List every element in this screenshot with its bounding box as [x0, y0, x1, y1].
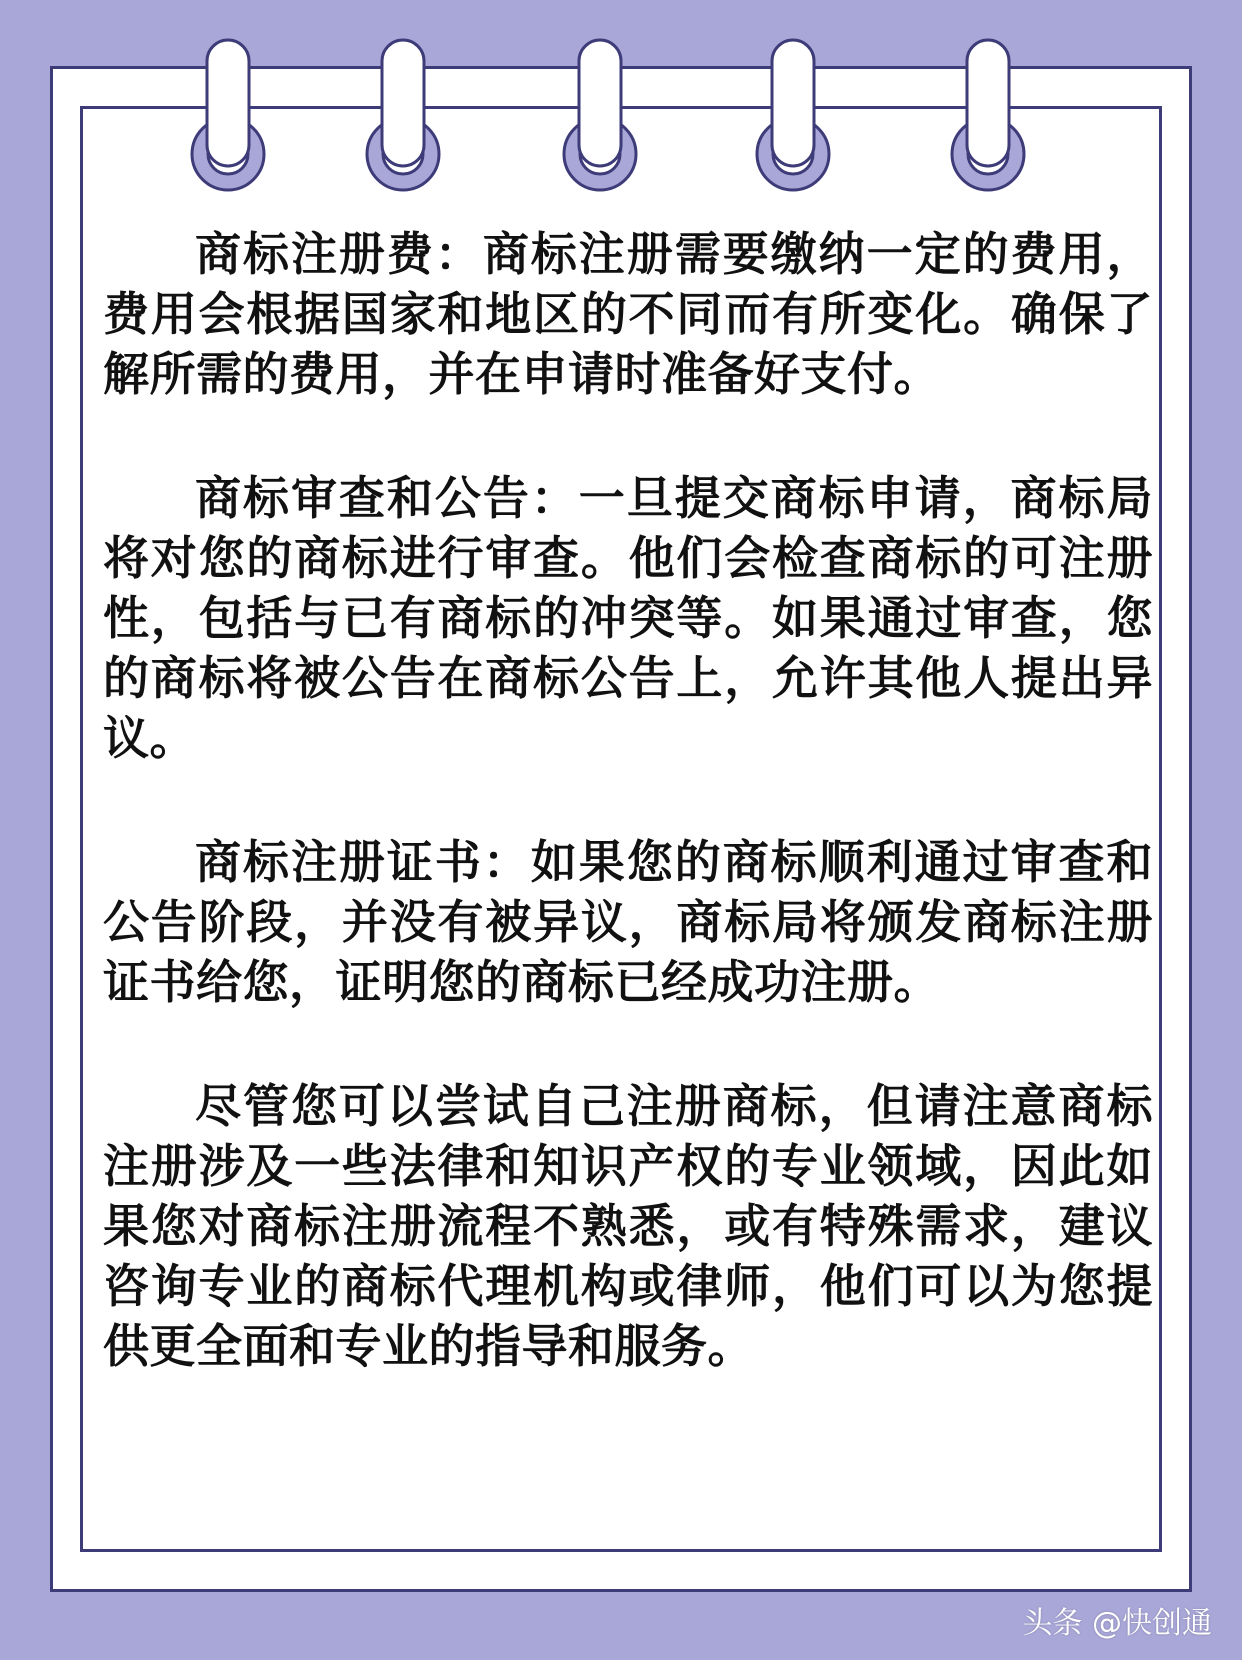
- paragraph-professional-advice: 尽管您可以尝试自己注册商标，但请注意商标注册涉及一些法律和知识产权的专业领域，因此如果您对商标注册流程不熟悉，或有特殊需求，建议咨询专业的商标代理机构或律师，他们可以为您提供更全面和专业的指导和服务。: [103, 1079, 1153, 1373]
- binding-ring-4: [757, 40, 829, 190]
- spiral-binding-rings: [0, 0, 1242, 200]
- binding-ring-1: [192, 40, 264, 190]
- watermark: 头条 @快创通: [1022, 1606, 1212, 1641]
- binding-ring-2: [367, 40, 439, 190]
- paragraph-examination-announcement: 商标审查和公告：一旦提交商标申请，商标局将对您的商标进行审查。他们会检查商标的可注册性，包括与已有商标的冲突等。如果通过审查，您的商标将被公告在商标公告上，允许其他人提出异议。: [103, 471, 1153, 765]
- paragraph-registration-fee: 商标注册费：商标注册需要缴纳一定的费用，费用会根据国家和地区的不同而有所变化。确保了解所需的费用，并在申请时准备好支付。: [103, 227, 1153, 401]
- binding-ring-5: [952, 40, 1024, 190]
- binding-ring-3: [564, 40, 636, 190]
- paragraph-registration-certificate: 商标注册证书：如果您的商标顺利通过审查和公告阶段，并没有被异议，商标局将颁发商标注册证书给您，证明您的商标已经成功注册。: [103, 835, 1153, 1009]
- notepad-content: [103, 224, 1153, 1440]
